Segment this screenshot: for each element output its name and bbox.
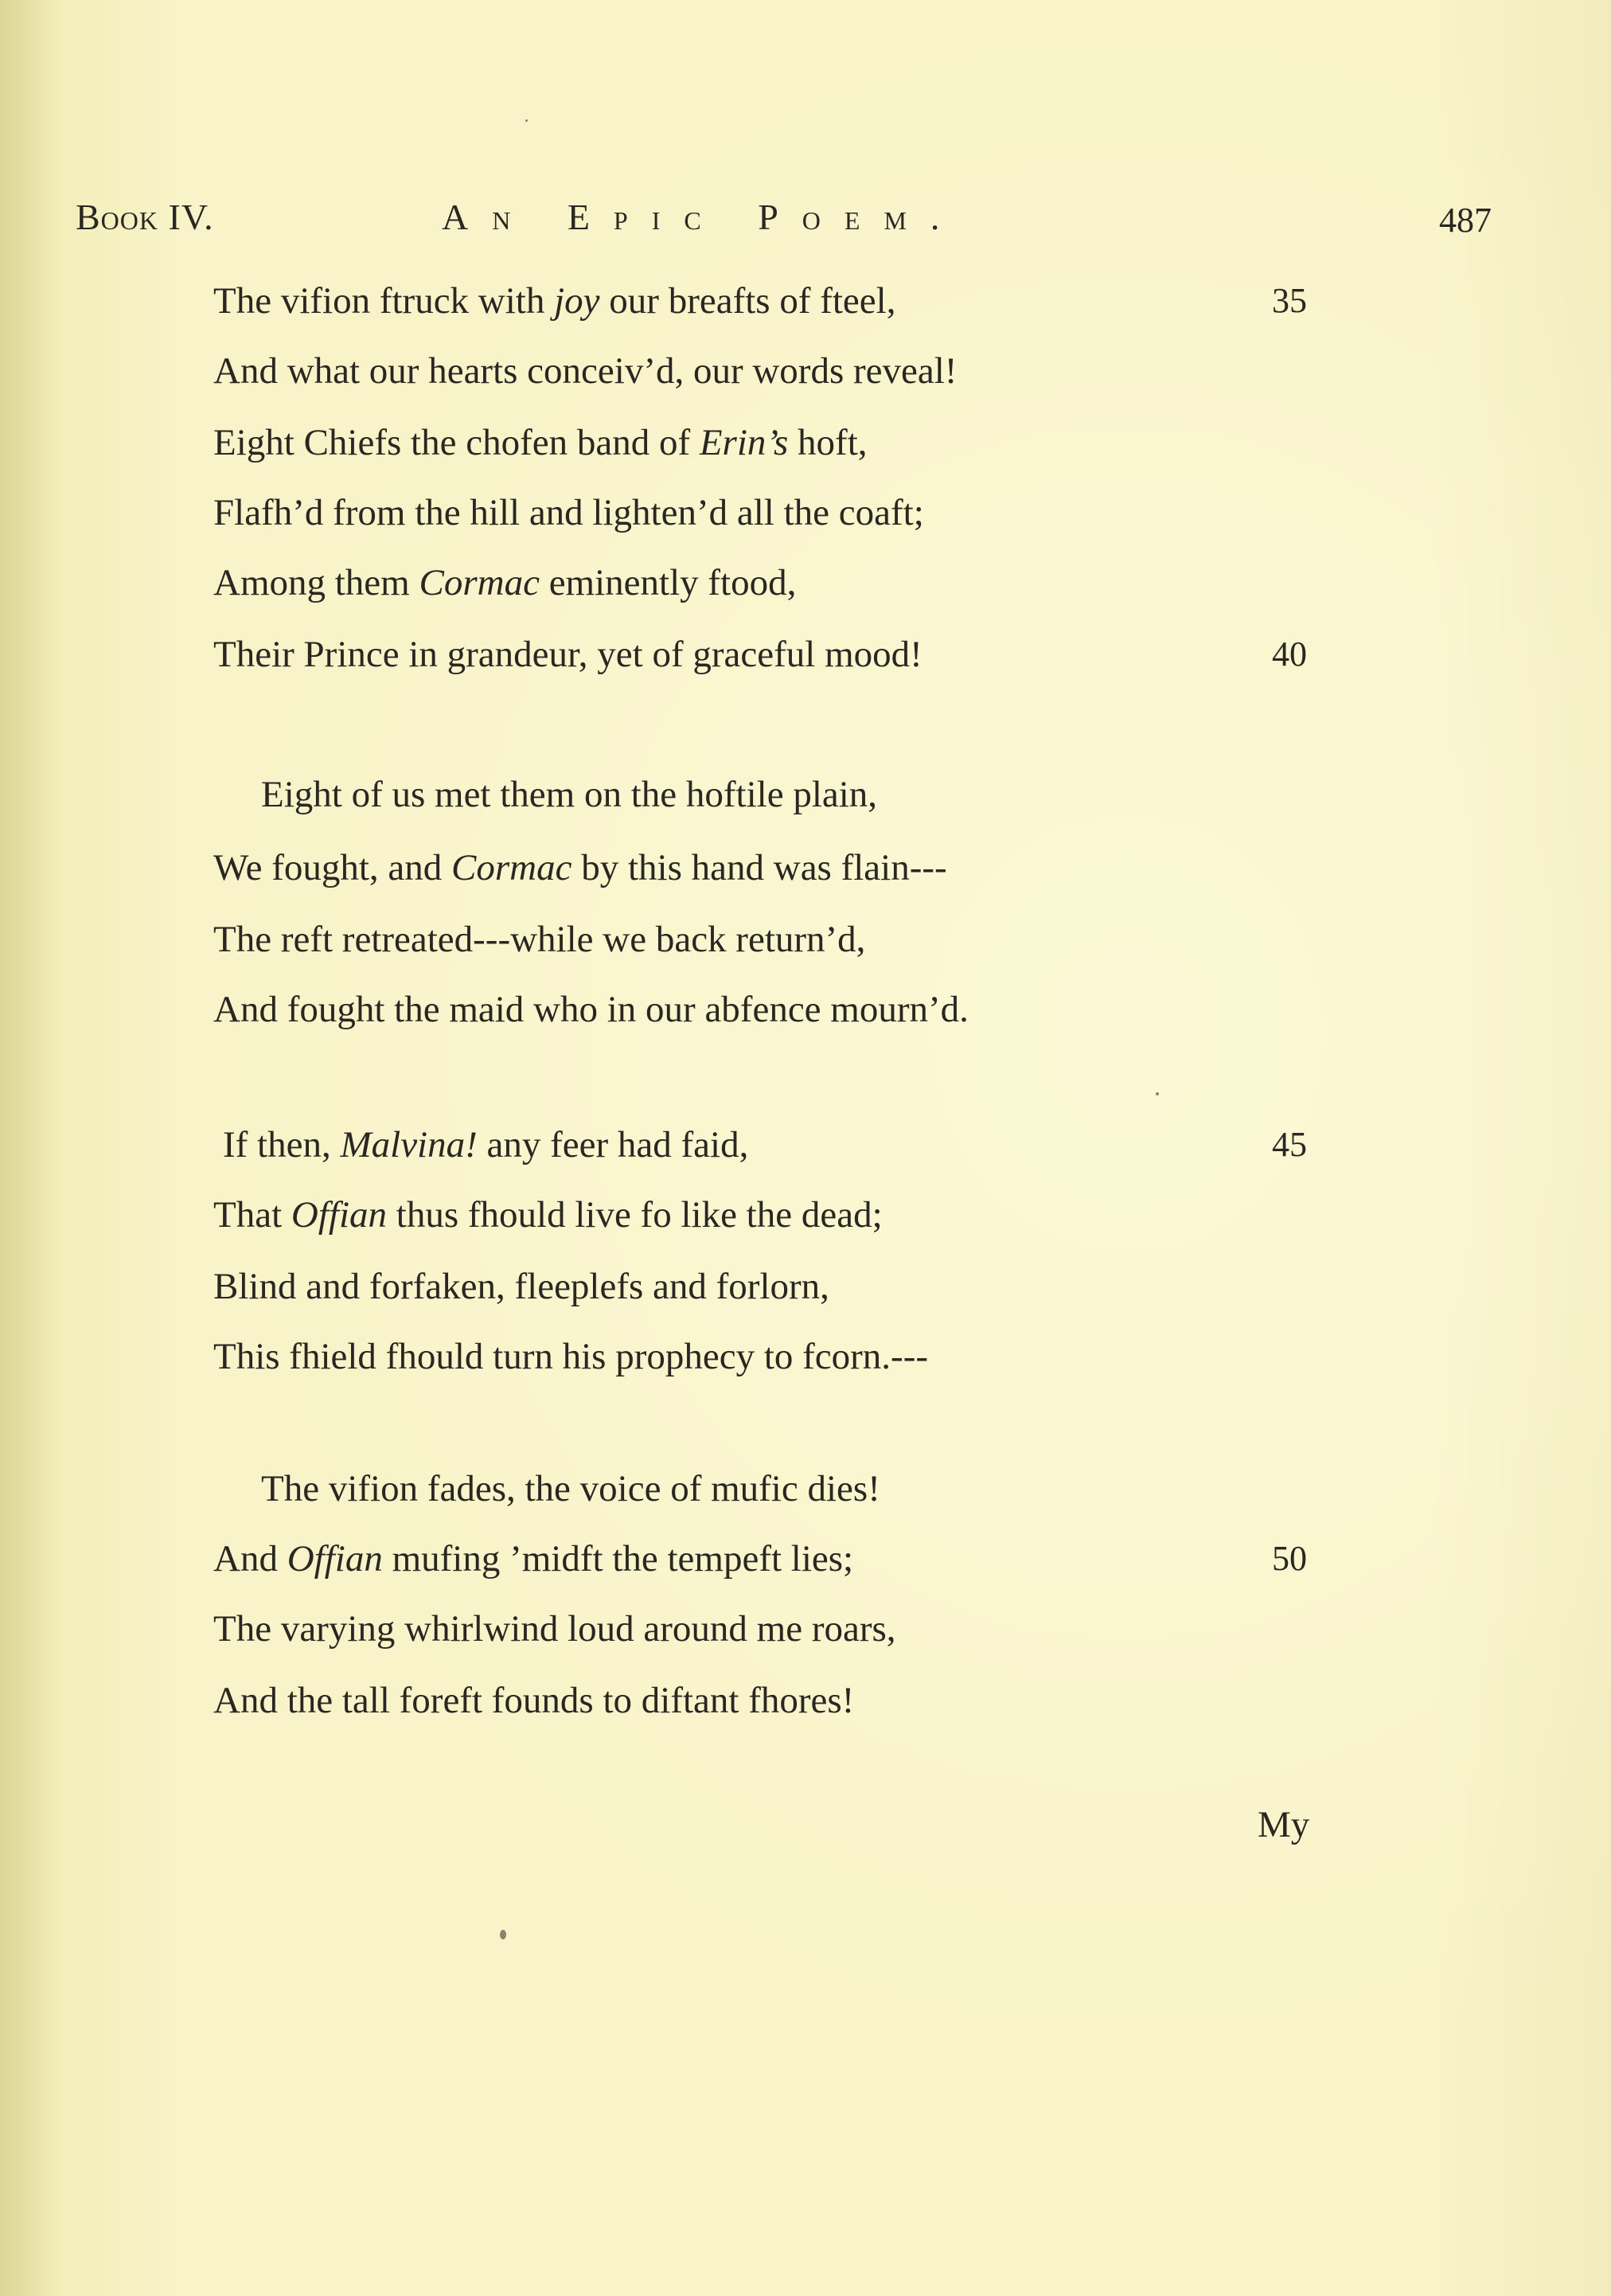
verse-text-roman: eminently ftood, — [539, 562, 797, 603]
verse-text-roman: And — [213, 1538, 287, 1579]
verse-text-roman: And what our hearts conceiv’d, our words reveal! — [213, 350, 958, 392]
verse-text-roman: The vifion fades, the voice of mufic dies! — [261, 1468, 880, 1509]
verse-text-roman: That — [213, 1194, 291, 1236]
verse-text-roman: mufing ’midft the tempeft lies; — [382, 1538, 854, 1579]
running-title: An Epic Poem. — [442, 197, 964, 237]
page-number: 487 — [1439, 201, 1492, 240]
verse-text — [223, 1119, 748, 1170]
verse-text-roman: Eight of us met them on the hoftile plain, — [261, 774, 878, 815]
paper-speck — [500, 1930, 506, 1939]
verse-text — [213, 275, 895, 326]
verse-text-roman: The varying whirlwind loud around me roars, — [213, 1608, 896, 1650]
verse-text-roman: hoft, — [788, 422, 868, 463]
verse-text-roman: Flafh’d from the hill and lighten’d all the coaft; — [213, 492, 924, 533]
verse-text — [213, 346, 957, 396]
verse-text — [213, 1189, 883, 1240]
verse-text — [213, 557, 796, 608]
verse-text — [213, 1331, 928, 1382]
verse-text — [213, 842, 947, 893]
verse-text-roman: Eight Chiefs the chofen band of — [213, 422, 700, 463]
verse-text — [261, 769, 877, 820]
line-number: 35 — [1272, 281, 1307, 320]
line-number: 45 — [1272, 1125, 1307, 1164]
catchword: My — [1258, 1804, 1310, 1845]
paper-speck — [525, 119, 528, 122]
verse-text-roman: The reft retreated---while we back return’d, — [213, 919, 866, 960]
verse-text — [261, 1463, 880, 1514]
verse-text-roman: And fought the maid who in our abfence mourn’d. — [213, 989, 969, 1030]
verse-text — [213, 1675, 854, 1726]
verse-text-roman: any feer had faid, — [477, 1124, 749, 1166]
verse-text-italic: Offian — [291, 1194, 388, 1236]
verse-text-roman: thus fhould live fo like the dead; — [387, 1194, 883, 1236]
gutter-shadow — [0, 0, 56, 2296]
line-number: 50 — [1272, 1539, 1307, 1578]
verse-text-roman: We fought, and — [213, 847, 452, 888]
verse-text-italic: Erin’s — [699, 422, 789, 463]
verse-text — [213, 417, 868, 468]
verse-text-roman: The vifion ftruck with — [213, 280, 555, 322]
book-label: Book IV. — [76, 197, 214, 237]
verse-text-italic: joy — [554, 280, 600, 322]
line-number: 40 — [1272, 635, 1307, 674]
verse-text-italic: Cormac — [419, 562, 540, 603]
verse-text-roman: And the tall foreft founds to diftant fhores! — [213, 1680, 855, 1721]
verse-text-roman: Blind and forfaken, fleeplefs and forlorn, — [213, 1266, 829, 1307]
verse-text — [213, 1603, 896, 1654]
running-header — [0, 189, 1611, 245]
verse-text-italic: Malvina! — [340, 1124, 478, 1166]
paper-speck — [1156, 1092, 1159, 1095]
verse-text — [213, 1261, 829, 1312]
verse-text — [213, 1533, 853, 1584]
verse-text-italic: Cormac — [451, 847, 572, 888]
verse-text — [213, 629, 923, 680]
verse-text — [213, 487, 924, 538]
verse-text-roman: This fhield fhould turn his prophecy to fcorn.--- — [213, 1336, 929, 1377]
verse-text — [213, 984, 969, 1035]
verse-text-roman: Their Prince in grandeur, yet of graceful mood! — [213, 634, 923, 675]
verse-text-italic: Offian — [287, 1538, 383, 1579]
verse-text-roman: by this hand was flain--- — [571, 847, 947, 888]
verse-text — [213, 914, 865, 965]
verse-text-roman: our breafts of fteel, — [599, 280, 896, 322]
verse-text-roman: If then, — [223, 1124, 341, 1166]
verse-text-roman: Among them — [213, 562, 419, 603]
